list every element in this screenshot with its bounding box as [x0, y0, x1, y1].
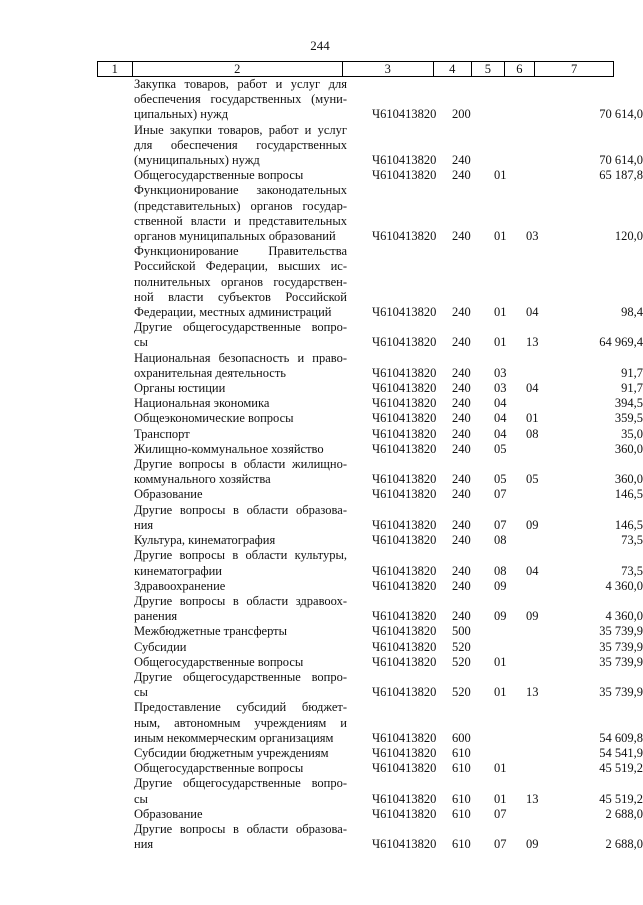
- description-line: Другие общегосударственные вопро-: [134, 669, 347, 684]
- page-number: 244: [310, 38, 330, 53]
- description-line: Органы юстиции: [134, 381, 226, 396]
- row-code: Ч610413820: [372, 487, 437, 502]
- row-section: 04: [494, 411, 507, 426]
- row-type: 240: [452, 305, 471, 320]
- row-section: 01: [494, 335, 507, 350]
- row-subsection: 09: [526, 609, 539, 624]
- row-section: 07: [494, 487, 507, 502]
- description-line: Другие общегосударственные вопро-: [134, 320, 347, 335]
- row-subsection: [526, 153, 564, 168]
- row-code: Ч610413820: [372, 229, 437, 244]
- row-amount: 120,0: [614, 229, 643, 244]
- description-line: ципальных) нужд: [134, 107, 229, 122]
- table-row: [0, 411, 643, 426]
- row-amount: 146,5: [614, 487, 643, 502]
- row-subsection: 04: [526, 305, 539, 320]
- row-type: 240: [452, 426, 471, 441]
- row-amount: 35 739,9: [599, 654, 643, 669]
- row-description: [134, 411, 347, 426]
- table-row: [0, 776, 643, 806]
- row-code: Ч610413820: [372, 426, 437, 441]
- row-code: Ч610413820: [372, 411, 437, 426]
- table-row: [0, 700, 643, 746]
- table-row: [0, 320, 643, 350]
- table-row: [0, 487, 643, 502]
- row-code: Ч610413820: [372, 396, 437, 411]
- description-line: органов муниципальных образований: [134, 229, 336, 244]
- row-code: Ч610413820: [372, 624, 437, 639]
- description-line: Общеэкономические вопросы: [134, 411, 294, 426]
- table-row: [0, 548, 643, 578]
- table-row: [0, 578, 643, 594]
- row-type: 600: [452, 730, 471, 745]
- description-line: Российской Федерации, высших ис-: [134, 259, 347, 274]
- row-type: 240: [452, 411, 471, 426]
- column-header-3: 3: [343, 62, 434, 77]
- row-subsection: 05: [526, 472, 539, 487]
- row-section: 09: [494, 578, 507, 593]
- row-type: 240: [452, 168, 471, 183]
- row-code: Ч610413820: [372, 441, 437, 456]
- row-amount: 394,5: [614, 396, 643, 411]
- row-section: 08: [494, 533, 507, 548]
- row-type: 240: [452, 487, 471, 502]
- column-header-5: 5: [472, 62, 505, 77]
- row-subsection: 03: [526, 229, 539, 244]
- row-subsection: [526, 487, 564, 502]
- row-subsection: 08: [526, 426, 539, 441]
- row-subsection: [526, 731, 564, 746]
- row-description: [134, 320, 347, 350]
- description-line: Федерации, местных администраций: [134, 305, 332, 320]
- description-line: (представительных) органов государ-: [134, 198, 347, 213]
- row-amount: 360,0: [614, 441, 643, 456]
- table-row: [0, 122, 643, 169]
- row-description: [134, 457, 347, 487]
- row-amount: 70 614,0: [599, 107, 643, 122]
- row-type: 240: [452, 335, 471, 350]
- row-subsection: [526, 655, 564, 670]
- description-line: Другие вопросы в области образова-: [134, 502, 347, 517]
- row-section: [494, 640, 526, 655]
- row-amount: 35 739,9: [599, 639, 643, 654]
- budget-table-body: [0, 77, 643, 852]
- description-line: ния: [134, 517, 154, 532]
- row-amount: 91,7: [621, 381, 643, 396]
- row-subsection: 04: [526, 563, 539, 578]
- description-line: Национальная безопасность и право-: [134, 350, 347, 365]
- row-type: 610: [452, 745, 471, 760]
- description-line: Здравоохранение: [134, 578, 226, 593]
- row-section: 07: [494, 837, 507, 852]
- row-type: 500: [452, 624, 471, 639]
- row-type: 240: [452, 563, 471, 578]
- row-subsection: 09: [526, 837, 539, 852]
- row-section: 05: [494, 441, 507, 456]
- table-row: [0, 745, 643, 761]
- description-line: для обеспечения государственных: [134, 137, 347, 152]
- column-header-6: 6: [504, 62, 535, 77]
- row-code: Ч610413820: [372, 381, 437, 396]
- row-description: [134, 746, 347, 761]
- row-section: [494, 746, 526, 761]
- row-amount: 64 969,4: [599, 335, 643, 350]
- description-line: Образование: [134, 806, 203, 821]
- description-line: ной власти субъектов Российской: [134, 289, 347, 304]
- row-code: Ч610413820: [372, 730, 437, 745]
- row-description: [134, 579, 347, 594]
- row-amount: 98,4: [621, 305, 643, 320]
- row-code: Ч610413820: [372, 806, 437, 821]
- row-description: [134, 533, 347, 548]
- row-section: 01: [494, 229, 507, 244]
- description-line: Субсидии бюджетным учреждениям: [134, 745, 329, 760]
- table-row: [0, 441, 643, 457]
- row-amount: 146,5: [614, 517, 643, 532]
- row-type: 240: [452, 365, 471, 380]
- description-line: иным некоммерческим организациям: [134, 730, 334, 745]
- description-line: полнительных органов государствен-: [134, 274, 347, 289]
- row-code: Ч610413820: [372, 609, 437, 624]
- row-code: Ч610413820: [372, 685, 437, 700]
- table-row: [0, 533, 643, 548]
- description-line: Другие вопросы в области жилищно-: [134, 457, 347, 472]
- row-code: Ч610413820: [372, 639, 437, 654]
- row-section: 01: [494, 654, 507, 669]
- row-amount: 35 739,9: [599, 685, 643, 700]
- row-section: [494, 153, 526, 168]
- row-amount: 35 739,9: [599, 624, 643, 639]
- row-subsection: [526, 168, 564, 183]
- row-section: 03: [494, 365, 507, 380]
- row-code: Ч610413820: [372, 578, 437, 593]
- row-type: 520: [452, 639, 471, 654]
- row-code: Ч610413820: [372, 745, 437, 760]
- description-line: ственной власти и представительных: [134, 213, 347, 228]
- table-row: [0, 168, 643, 183]
- row-description: [134, 548, 347, 578]
- description-line: Субсидии: [134, 639, 187, 654]
- row-section: 04: [494, 426, 507, 441]
- row-code: Ч610413820: [372, 517, 437, 532]
- description-line: Предоставление субсидий бюджет-: [134, 700, 347, 715]
- row-subsection: 13: [526, 685, 539, 700]
- row-description: [134, 183, 347, 244]
- table-row: [0, 821, 643, 852]
- column-header-2: 2: [132, 62, 343, 77]
- description-line: Функционирование Правительства: [134, 244, 347, 259]
- row-code: Ч610413820: [372, 654, 437, 669]
- table-row: [0, 806, 643, 822]
- row-type: 240: [452, 229, 471, 244]
- description-line: ным, автономным учреждениям и: [134, 715, 347, 730]
- table-row: [0, 593, 643, 624]
- row-description: [134, 442, 347, 457]
- row-description: [134, 77, 347, 123]
- row-amount: 360,0: [614, 472, 643, 487]
- table-row: [0, 624, 643, 639]
- row-amount: 2 688,0: [605, 837, 643, 852]
- row-code: Ч610413820: [372, 472, 437, 487]
- row-subsection: [526, 640, 564, 655]
- description-line: ния: [134, 837, 154, 852]
- table-row: [0, 654, 643, 670]
- table-row: [0, 669, 643, 700]
- row-subsection: [526, 761, 564, 776]
- column-header-row: [97, 61, 614, 77]
- row-code: Ч610413820: [372, 153, 437, 168]
- row-subsection: [526, 533, 564, 548]
- row-amount: 45 519,2: [599, 761, 643, 776]
- row-code: Ч610413820: [372, 533, 437, 548]
- description-line: охранительная деятельность: [134, 365, 286, 380]
- row-section: 08: [494, 563, 507, 578]
- table-row: [0, 457, 643, 487]
- description-line: сы: [134, 335, 148, 350]
- row-type: 240: [452, 578, 471, 593]
- row-code: Ч610413820: [372, 305, 437, 320]
- table-row: [0, 244, 643, 320]
- row-type: 200: [452, 107, 471, 122]
- table-row: [0, 639, 643, 655]
- row-section: [494, 624, 526, 639]
- description-line: сы: [134, 685, 148, 700]
- row-description: [134, 761, 347, 776]
- description-line: Другие общегосударственные вопро-: [134, 776, 347, 791]
- row-subsection: 09: [526, 517, 539, 532]
- row-type: 240: [452, 533, 471, 548]
- row-section: 01: [494, 305, 507, 320]
- description-line: Другие вопросы в области образова-: [134, 821, 347, 836]
- row-type: 240: [452, 609, 471, 624]
- row-code: Ч610413820: [372, 791, 437, 806]
- row-section: 01: [494, 168, 507, 183]
- row-amount: 4 360,0: [605, 609, 643, 624]
- table-row: [0, 502, 643, 533]
- row-description: [134, 822, 347, 852]
- table-row: [0, 350, 643, 381]
- table-row: [0, 381, 643, 396]
- row-description: [134, 503, 347, 533]
- row-description: [134, 427, 347, 442]
- row-section: 07: [494, 806, 507, 821]
- description-line: Жилищно-коммунальное хозяйство: [134, 441, 324, 456]
- row-amount: 91,7: [621, 365, 643, 380]
- row-code: Ч610413820: [372, 837, 437, 852]
- row-amount: 4 360,0: [605, 578, 643, 593]
- row-description: [134, 655, 347, 670]
- description-line: Образование: [134, 487, 203, 502]
- row-section: 03: [494, 381, 507, 396]
- row-code: Ч610413820: [372, 761, 437, 776]
- table-row: [0, 761, 643, 776]
- row-amount: 73,5: [621, 533, 643, 548]
- row-description: [134, 351, 347, 381]
- row-subsection: 13: [526, 335, 539, 350]
- description-line: Национальная экономика: [134, 396, 270, 411]
- table-row: [0, 77, 643, 123]
- description-line: обеспечения государственных (муни-: [134, 92, 347, 107]
- row-amount: 2 688,0: [605, 806, 643, 821]
- row-description: [134, 244, 347, 320]
- description-line: Функционирование законодательных: [134, 183, 347, 198]
- row-section: 01: [494, 761, 507, 776]
- row-description: [134, 807, 347, 822]
- row-type: 520: [452, 654, 471, 669]
- row-section: 01: [494, 791, 507, 806]
- row-type: 240: [452, 381, 471, 396]
- row-subsection: [526, 396, 564, 411]
- description-line: коммунального хозяйства: [134, 472, 271, 487]
- row-subsection: 13: [526, 791, 539, 806]
- table-row: [0, 396, 643, 411]
- column-header-4: 4: [433, 62, 471, 77]
- description-line: Закупка товаров, работ и услуг для: [134, 77, 347, 91]
- row-type: 240: [452, 472, 471, 487]
- row-subsection: [526, 746, 564, 761]
- row-type: 240: [452, 153, 471, 168]
- row-type: 240: [452, 441, 471, 456]
- row-description: [134, 700, 347, 746]
- row-amount: 54 609,8: [599, 730, 643, 745]
- column-header-1: 1: [98, 62, 133, 77]
- table-row: [0, 183, 643, 244]
- row-description: [134, 670, 347, 700]
- row-amount: 70 614,0: [599, 153, 643, 168]
- row-description: [134, 640, 347, 655]
- row-section: 01: [494, 685, 507, 700]
- row-description: [134, 594, 347, 624]
- row-code: Ч610413820: [372, 335, 437, 350]
- description-line: (муниципальных) нужд: [134, 153, 260, 168]
- row-section: 05: [494, 472, 507, 487]
- description-line: Общегосударственные вопросы: [134, 168, 304, 183]
- row-amount: 54 541,9: [599, 745, 643, 760]
- row-type: 240: [452, 396, 471, 411]
- row-subsection: 04: [526, 381, 539, 396]
- row-amount: 35,0: [621, 426, 643, 441]
- description-line: Общегосударственные вопросы: [134, 654, 304, 669]
- description-line: кинематографии: [134, 563, 223, 578]
- row-amount: 65 187,8: [599, 168, 643, 183]
- row-type: 610: [452, 791, 471, 806]
- row-description: [134, 381, 347, 396]
- description-line: Иные закупки товаров, работ и услуг: [134, 122, 347, 137]
- description-line: Общегосударственные вопросы: [134, 761, 304, 776]
- row-amount: 73,5: [621, 563, 643, 578]
- row-amount: 359,5: [614, 411, 643, 426]
- column-header-7: 7: [535, 62, 614, 77]
- row-subsection: [526, 107, 564, 122]
- row-type: 240: [452, 517, 471, 532]
- row-subsection: [526, 807, 564, 822]
- row-section: [494, 107, 526, 122]
- row-type: 610: [452, 837, 471, 852]
- description-line: Другие вопросы в области культуры,: [134, 548, 347, 563]
- row-subsection: [526, 579, 564, 594]
- row-type: 520: [452, 685, 471, 700]
- row-code: Ч610413820: [372, 563, 437, 578]
- row-code: Ч610413820: [372, 107, 437, 122]
- row-amount: 45 519,2: [599, 791, 643, 806]
- row-code: Ч610413820: [372, 168, 437, 183]
- row-type: 610: [452, 806, 471, 821]
- description-line: Культура, кинематография: [134, 533, 276, 548]
- row-section: 04: [494, 396, 507, 411]
- table-row: [0, 426, 643, 442]
- row-description: [134, 168, 347, 183]
- description-line: Другие вопросы в области здравоох-: [134, 593, 347, 608]
- row-description: [134, 396, 347, 411]
- description-line: сы: [134, 791, 148, 806]
- row-section: [494, 731, 526, 746]
- row-subsection: [526, 624, 564, 639]
- description-line: Транспорт: [134, 426, 190, 441]
- row-description: [134, 624, 347, 639]
- row-subsection: [526, 366, 564, 381]
- row-section: 07: [494, 517, 507, 532]
- row-subsection: [526, 442, 564, 457]
- row-code: Ч610413820: [372, 365, 437, 380]
- row-description: [134, 487, 347, 502]
- row-description: [134, 123, 347, 169]
- row-subsection: 01: [526, 411, 539, 426]
- description-line: ранения: [134, 609, 178, 624]
- row-type: 610: [452, 761, 471, 776]
- description-line: Межбюджетные трансферты: [134, 624, 288, 639]
- row-description: [134, 776, 347, 806]
- row-section: 09: [494, 609, 507, 624]
